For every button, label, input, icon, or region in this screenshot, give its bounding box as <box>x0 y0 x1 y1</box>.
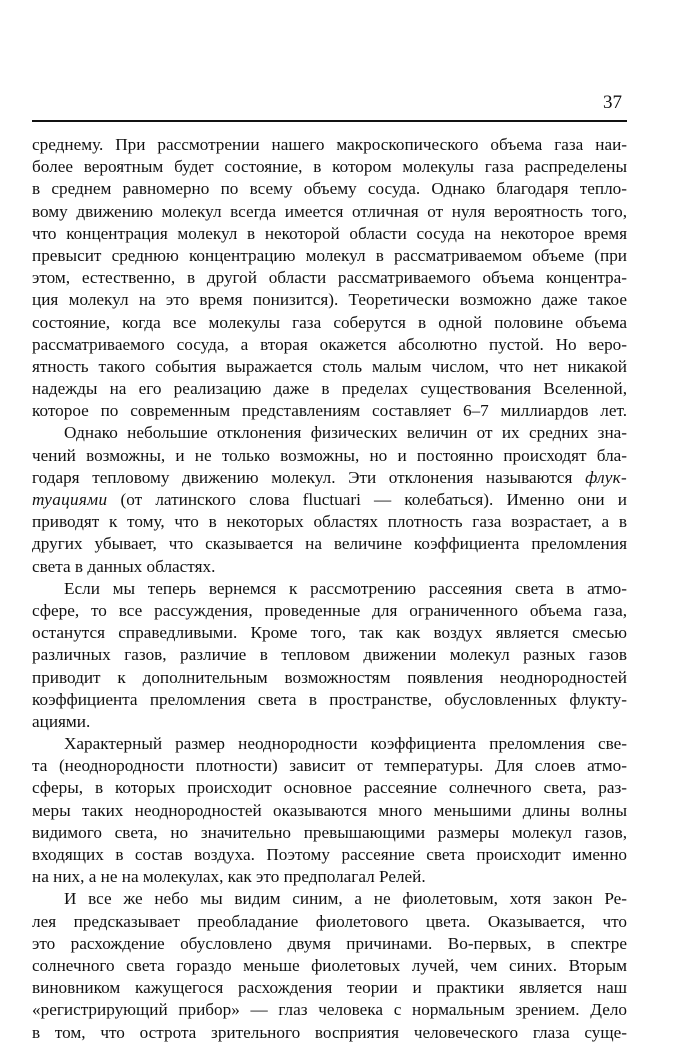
line-text: останутся справедливыми. Кроме того, так как воздух является смесью <box>32 623 627 643</box>
text-line <box>32 245 627 267</box>
line-text: (от латинского слова fluctuari — колебаться). Именно они и <box>107 490 627 509</box>
page-number: 37 <box>603 92 622 113</box>
line-text: И все же небо мы видим синим, а не фиолетовым, хотя закон Ре- <box>64 889 627 909</box>
text-line <box>32 911 627 933</box>
text-line <box>32 733 627 755</box>
line-text: которое по современным представлениям составляет 6–7 миллиардов лет. <box>32 401 627 421</box>
text-line <box>32 644 627 666</box>
text-line <box>32 533 627 555</box>
line-text: солнечного света гораздо меньше фиолетовых лучей, чем синих. Вторым <box>32 955 627 975</box>
line-text: ациями. <box>32 711 91 731</box>
line-text: сфере, то все рассуждения, проведенные для ограниченного объема газа, <box>32 600 627 620</box>
emphasized-term: туациями <box>32 490 108 509</box>
emphasized-term: флук- <box>585 467 627 487</box>
text-line <box>32 689 627 711</box>
line-text: света в данных областях. <box>32 556 216 576</box>
line-text: среднему. При рассмотрении нашего макроскопического объема газа наи- <box>32 135 627 154</box>
line-text: та (неоднородности плотности) зависит от температуры. Для слоев атмо- <box>32 756 627 776</box>
text-line <box>32 289 627 311</box>
line-text: превысит среднюю концентрацию молекул в рассматриваемом объеме (при <box>32 245 627 265</box>
text-line <box>32 822 627 844</box>
text-line <box>32 178 627 200</box>
line-text: надежды на его реализацию даже в пределах существования Вселенной, <box>32 379 627 399</box>
text-line <box>32 977 627 999</box>
text-line <box>32 578 627 600</box>
text-line <box>32 334 627 356</box>
text-line <box>32 777 627 799</box>
line-text: более вероятным будет состояние, в котором молекулы газа распределены <box>32 157 627 177</box>
line-text: что концентрация молекул в некоторой области сосуда на некоторое время <box>32 223 627 243</box>
text-line <box>32 1022 627 1044</box>
text-line <box>32 711 627 733</box>
line-text: «регистрирующий прибор» — глаз человека с нормальным зрением. Дело <box>32 1000 627 1020</box>
text-line <box>32 489 627 511</box>
text-line <box>32 556 627 578</box>
line-text: этом, естественно, в другой области рассматриваемого объема концентра- <box>32 268 627 288</box>
text-line <box>32 667 627 689</box>
text-line <box>32 755 627 777</box>
text-line <box>32 999 627 1021</box>
line-text: сферы, в которых происходит основное рассеяние солнечного света, раз- <box>32 778 627 798</box>
line-text: Однако небольшие отклонения физических величин от их средних зна- <box>64 423 627 443</box>
text-line <box>32 467 627 489</box>
text-line <box>32 445 627 467</box>
text-line <box>32 511 627 533</box>
text-line <box>32 156 627 178</box>
line-text: различных газов, различие в тепловом движении молекул разных газов <box>32 645 627 665</box>
line-text: приводят к тому, что в некоторых областях плотность газа возрастает, а в <box>32 512 627 532</box>
line-text: приводит к дополнительным возможностям появления неоднородностей <box>32 667 627 687</box>
body-text <box>32 134 627 1044</box>
text-line <box>32 134 627 156</box>
line-text: меры таких неоднородностей оказываются много меньшими длины волны <box>32 800 627 820</box>
line-text: в среднем равномерно по всему объему сосуда. Однако благодаря тепло- <box>32 179 627 199</box>
line-text: в том, что острота зрительного восприятия человеческого глаза суще- <box>32 1022 627 1042</box>
text-line <box>32 866 627 888</box>
line-text: входящих в состав воздуха. Поэтому рассеяние света происходит именно <box>32 845 627 864</box>
line-text: Если мы теперь вернемся к рассмотрению рассеяния света в атмо- <box>64 578 627 598</box>
line-text: ция молекул на это время понизится). Теоретически возможно даже такое <box>32 290 627 310</box>
text-line <box>32 223 627 245</box>
line-text: коэффициента преломления света в пространстве, обусловленных флукту- <box>32 689 627 709</box>
line-text: годаря тепловому движению молекул. Эти отклонения называются <box>32 467 586 487</box>
text-line <box>32 600 627 622</box>
line-text: это расхождение обусловлено двумя причинами. Во-первых, в спектре <box>32 933 627 953</box>
line-text: ятность такого события выражается столь малым числом, что нет никакой <box>32 356 627 376</box>
text-line <box>32 400 627 422</box>
line-text: других убывает, что сказывается на величине коэффициента преломления <box>32 534 627 554</box>
text-line <box>32 844 627 866</box>
text-line <box>32 378 627 400</box>
text-line <box>32 933 627 955</box>
text-line <box>32 622 627 644</box>
line-text: видимого света, но значительно превышающими размеры молекул газов, <box>32 822 627 842</box>
text-line <box>32 201 627 223</box>
header-rule <box>32 120 627 122</box>
line-text: рассматриваемого сосуда, а вторая окажется абсолютно пустой. Но веро- <box>32 334 627 354</box>
line-text: чений возможны, и не только возможны, но и постоянно происходят бла- <box>32 445 627 465</box>
text-line <box>32 422 627 444</box>
line-text: вому движению молекул всегда имеется отличная от нуля вероятность того, <box>32 201 627 221</box>
text-line <box>32 800 627 822</box>
text-line <box>32 888 627 910</box>
line-text: Характерный размер неоднородности коэффициента преломления све- <box>64 734 627 754</box>
line-text: виновником кажущегося расхождения теории и практики является наш <box>32 978 627 998</box>
line-text: лея предсказывает преобладание фиолетового цвета. Оказывается, что <box>32 911 627 931</box>
text-line <box>32 356 627 378</box>
text-line <box>32 955 627 977</box>
text-line <box>32 312 627 334</box>
text-line <box>32 267 627 289</box>
line-text: на них, а не на молекулах, как это предполагал Релей. <box>32 867 426 887</box>
line-text: состояние, когда все молекулы газа соберутся в одной половине объема <box>32 312 627 332</box>
